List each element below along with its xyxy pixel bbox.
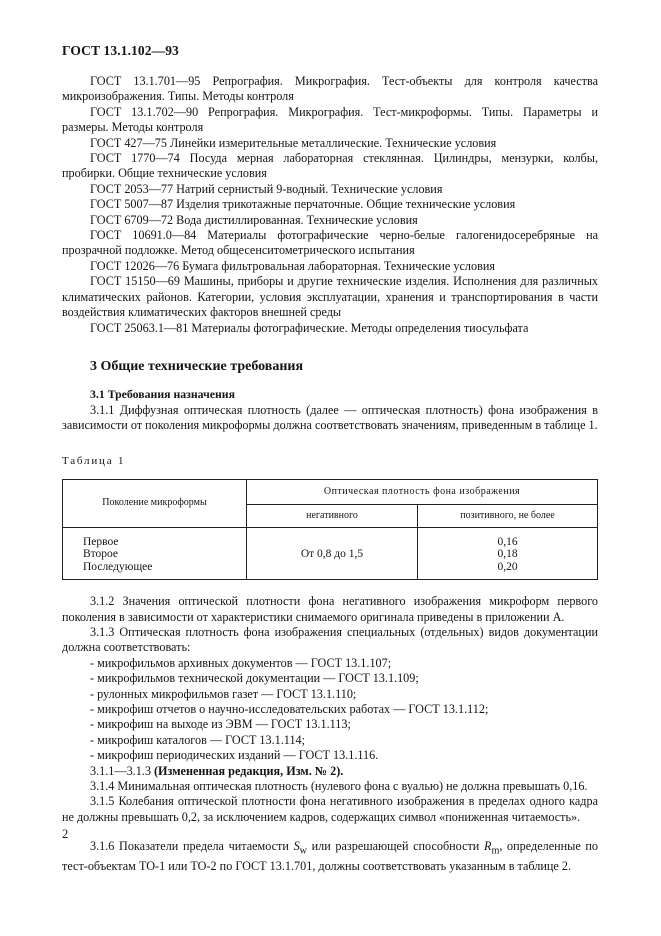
table-cell-positive-values xyxy=(418,527,598,579)
subsection-heading: 3.1 Требования назначения xyxy=(90,387,235,402)
paragraph-3-1-6 xyxy=(62,839,598,874)
reference-item: ГОСТ 6709—72 Вода дистиллированная. Технические условия xyxy=(90,212,418,227)
table-cell: 0,16 xyxy=(497,535,518,548)
list-item: - микрофиш периодических изданий — ГОСТ 13.1.116. xyxy=(90,748,379,763)
table-header-density: Оптическая плотность фона изображения xyxy=(247,479,598,504)
table-cell: 0,18 xyxy=(497,548,518,561)
amendment-text: (Измененная редакция, Изм. № 2). xyxy=(153,763,344,778)
paragraph-3-1-4: 3.1.4 Минимальная оптическая плотность (нулевого фона с вуалью) не должна превышать 0,16. xyxy=(90,779,588,794)
text-segment: , определенные по тест-объектам ТО-1 или ТО-2 по ГОСТ 13.1.701, должны соответствовать указанным в таблице 2. xyxy=(62,839,599,874)
table-cell: Первое xyxy=(83,535,119,548)
list-item: - микрофильмов технической документации — ГОСТ 13.1.109; xyxy=(90,671,419,686)
table-cell-generations xyxy=(63,527,247,579)
reference-item: ГОСТ 13.1.702—90 Репрография. Микрография. Тест-микроформы. Типы. Параметры и размеры. Методы контроля xyxy=(62,104,598,135)
reference-item: ГОСТ 25063.1—81 Материалы фотографические. Методы определения тиосульфата xyxy=(90,320,529,335)
text-segment: 3.1.6 Показатели предела читаемости xyxy=(90,839,289,854)
list-item: - микрофильмов архивных документов — ГОСТ 13.1.107; xyxy=(90,655,392,670)
table-header-generation: Поколение микроформы xyxy=(63,479,247,527)
reference-item: ГОСТ 13.1.701—95 Репрография. Микрография. Тест-объекты для контроля качества микроизображения. Типы. Методы контроля xyxy=(62,74,598,104)
paragraph-3-1-5: 3.1.5 Колебания оптической плотности фона негативного изображения в пределах одного кадра не должны превышать 0,2, за исключением кадров, содержащих символ «пониженная читаемость». xyxy=(62,794,598,824)
amendment-range: 3.1.1—3.1.3 xyxy=(90,763,151,778)
section-heading: 3 Общие технические требования xyxy=(90,358,304,374)
density-table xyxy=(62,479,598,580)
table-cell: Второе xyxy=(83,548,119,561)
reference-item: ГОСТ 12026—76 Бумага фильтровальная лабораторная. Технические условия xyxy=(90,258,495,273)
table-cell-negative-value: От 0,8 до 1,5 xyxy=(247,527,418,579)
list-item: - микрофиш каталогов — ГОСТ 13.1.114; xyxy=(90,732,306,747)
paragraph-3-1-1: 3.1.1 Диффузная оптическая плотность (далее — оптическая плотность) фона изображения в зависимости от поколения микроформы должна соответствовать значениям, приведенным в таблице 1. xyxy=(62,402,598,433)
document-header: ГОСТ 13.1.102—93 xyxy=(62,43,179,58)
symbol-r-subscript: m xyxy=(491,845,500,857)
list-item: - микрофиш отчетов о научно-исследовательских работах — ГОСТ 13.1.112; xyxy=(90,702,489,716)
list-item: - микрофиш на выходе из ЭВМ — ГОСТ 13.1.113; xyxy=(90,717,351,732)
amendment-note xyxy=(62,764,598,779)
paragraph-3-1-3: 3.1.3 Оптическая плотность фона изображения специальных (отдельных) видов документации должна соответствовать: xyxy=(62,624,598,655)
table-header-negative: негативного xyxy=(247,504,418,527)
table-cell: Последующее xyxy=(83,560,153,573)
symbol-r: R xyxy=(484,839,492,854)
reference-item: ГОСТ 10691.0—84 Материалы фотографические черно-белые галогенидосеребряные на прозрачной подложке. Метод общесенситометрического испытания xyxy=(62,228,598,258)
document-body xyxy=(62,74,598,875)
table-cell: 0,20 xyxy=(497,560,518,573)
reference-item: ГОСТ 5007—87 Изделия трикотажные перчаточные. Общие технические условия xyxy=(90,197,516,212)
list-item: - рулонных микрофильмов газет — ГОСТ 13.1.110; xyxy=(90,686,357,701)
text-segment: или разрешающей способности xyxy=(311,839,480,854)
reference-item: ГОСТ 427—75 Линейки измерительные металлические. Технические условия xyxy=(90,135,497,150)
page-number: 2 xyxy=(62,827,69,841)
reference-item: ГОСТ 2053—77 Натрий сернистый 9-водный. Технические условия xyxy=(90,181,443,196)
symbol-s-subscript: w xyxy=(299,845,307,857)
table-label: Таблица 1 xyxy=(62,454,126,467)
paragraph-3-1-2: 3.1.2 Значения оптической плотности фона негативного изображения микроформ первого поколения в зависимости от характеристики снимаемого оригинала приведены в приложении А. xyxy=(62,594,598,624)
reference-item: ГОСТ 15150—69 Машины, приборы и другие технические изделия. Исполнения для различных климатических районов. Категории, условия эксплуатации, хранения и транспортирования в части воздействия климатических факторов внешней среды xyxy=(62,274,598,320)
reference-item: ГОСТ 1770—74 Посуда мерная лабораторная стеклянная. Цилиндры, мензурки, колбы, пробирки. Общие технические условия xyxy=(62,151,598,181)
table-header-positive: позитивного, не более xyxy=(418,504,598,527)
symbol-s: S xyxy=(293,839,300,854)
